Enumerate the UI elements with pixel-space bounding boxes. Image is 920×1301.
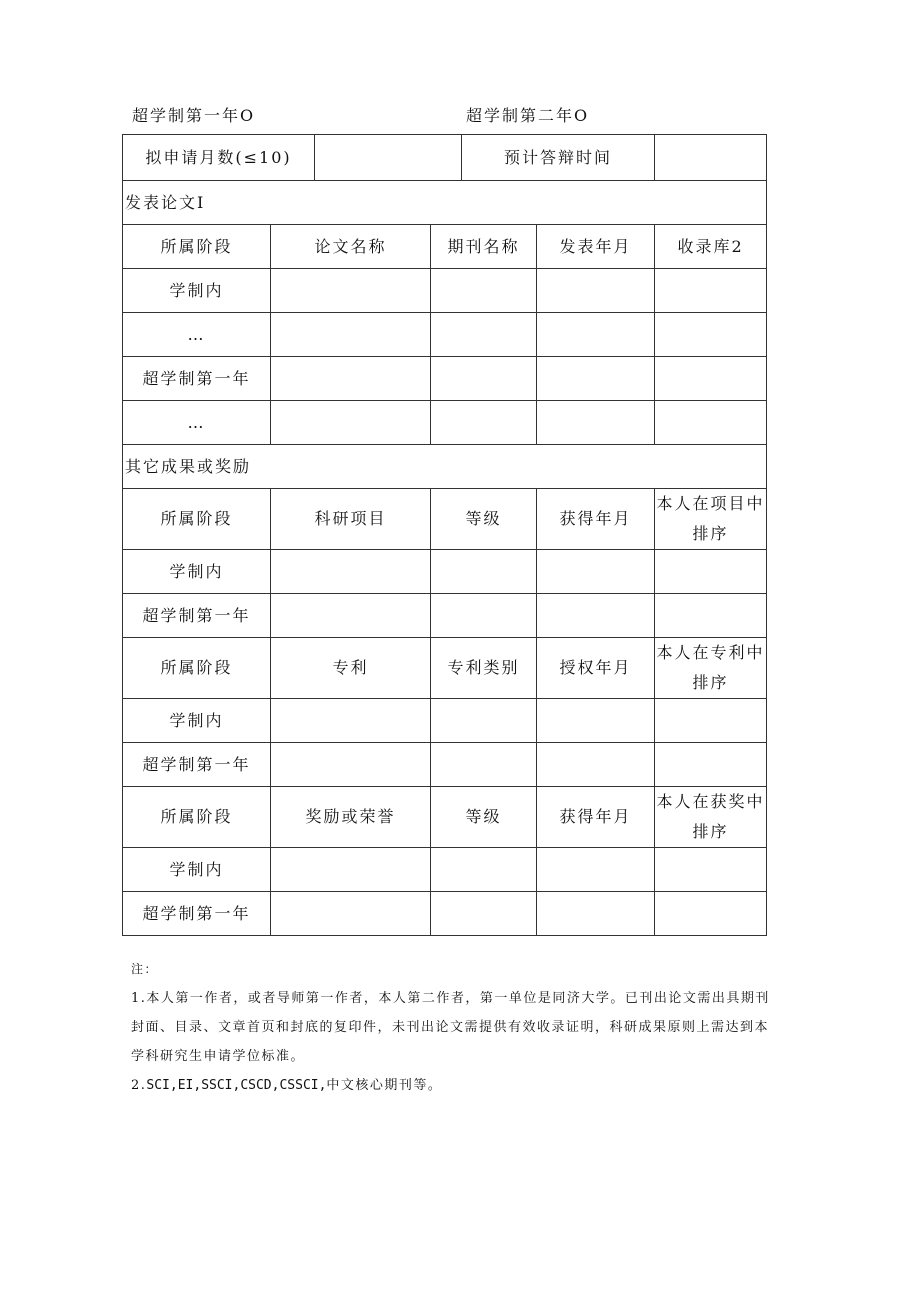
table-row — [123, 743, 767, 787]
option-overtime-year-2[interactable]: 超学制第二年O — [466, 106, 590, 125]
research-header-row — [123, 489, 767, 550]
rank-cell[interactable] — [655, 594, 767, 638]
header-stage: 所属阶段 — [123, 489, 271, 550]
header-research-project: 科研项目 — [271, 489, 431, 550]
table-row — [123, 892, 767, 936]
rank-cell[interactable] — [655, 743, 767, 787]
award-cell[interactable] — [271, 848, 431, 892]
award-header-row — [123, 787, 767, 848]
table-row — [123, 594, 767, 638]
table-row — [123, 550, 767, 594]
header-stage: 所属阶段 — [123, 225, 271, 269]
header-level: 等级 — [431, 787, 537, 848]
table-row — [123, 357, 767, 401]
publish-date-cell[interactable] — [537, 313, 655, 357]
index-db-cell[interactable] — [655, 401, 767, 445]
application-form-table — [122, 134, 767, 936]
index-db-cell[interactable] — [655, 269, 767, 313]
months-label: 拟申请月数(≤10) — [123, 135, 315, 181]
row-stage: … — [123, 313, 271, 357]
header-paper-name: 论文名称 — [271, 225, 431, 269]
rank-cell[interactable] — [655, 892, 767, 936]
obtained-date-cell[interactable] — [537, 892, 655, 936]
months-input[interactable] — [315, 135, 462, 181]
header-award: 奖励或荣誉 — [271, 787, 431, 848]
research-project-cell[interactable] — [271, 594, 431, 638]
row-stage: … — [123, 401, 271, 445]
defense-time-input[interactable] — [655, 135, 767, 181]
table-row — [123, 848, 767, 892]
header-publish-date: 发表年月 — [537, 225, 655, 269]
level-cell[interactable] — [431, 550, 537, 594]
journal-name-cell[interactable] — [431, 401, 537, 445]
header-patent: 专利 — [271, 638, 431, 699]
journal-name-cell[interactable] — [431, 269, 537, 313]
header-patent-type: 专利类别 — [431, 638, 537, 699]
notes-section — [131, 958, 771, 1100]
patent-type-cell[interactable] — [431, 743, 537, 787]
patent-cell[interactable] — [271, 743, 431, 787]
option-overtime-year-1[interactable]: 超学制第一年O — [132, 106, 256, 125]
note-2-databases: SCI,EI,SSCI,CSCD,CSSCI, — [146, 1078, 327, 1093]
obtained-date-cell[interactable] — [537, 594, 655, 638]
row-stage: 学制内 — [123, 699, 271, 743]
publish-date-cell[interactable] — [537, 269, 655, 313]
table-row — [123, 313, 767, 357]
publish-date-cell[interactable] — [537, 401, 655, 445]
patent-type-cell[interactable] — [431, 699, 537, 743]
header-patent-rank: 本人在专利中排序 — [655, 638, 767, 699]
header-journal-name: 期刊名称 — [431, 225, 537, 269]
header-grant-date: 授权年月 — [537, 638, 655, 699]
header-obtained-date: 获得年月 — [537, 787, 655, 848]
papers-section-title: 发表论文I — [123, 181, 767, 225]
obtained-date-cell[interactable] — [537, 550, 655, 594]
row-stage: 超学制第一年 — [123, 892, 271, 936]
journal-name-cell[interactable] — [431, 313, 537, 357]
table-row — [123, 269, 767, 313]
row-stage: 超学制第一年 — [123, 357, 271, 401]
row-stage: 学制内 — [123, 848, 271, 892]
obtained-date-cell[interactable] — [537, 848, 655, 892]
paper-name-cell[interactable] — [271, 401, 431, 445]
header-stage: 所属阶段 — [123, 787, 271, 848]
level-cell[interactable] — [431, 848, 537, 892]
note-2-text: 中文核心期刊等。 — [326, 1078, 443, 1093]
grant-date-cell[interactable] — [537, 699, 655, 743]
table-row — [123, 699, 767, 743]
level-cell[interactable] — [431, 892, 537, 936]
journal-name-cell[interactable] — [431, 357, 537, 401]
row-stage: 超学制第一年 — [123, 594, 271, 638]
header-project-rank: 本人在项目中排序 — [655, 489, 767, 550]
header-level: 等级 — [431, 489, 537, 550]
research-project-cell[interactable] — [271, 550, 431, 594]
index-db-cell[interactable] — [655, 313, 767, 357]
paper-name-cell[interactable] — [271, 357, 431, 401]
note-1: 1.本人第一作者，或者导师第一作者，本人第二作者，第一单位是同济大学。已刊出论文需出具期刊封面、目录、文章首页和封底的复印件，未刊出论文需提供有效收录证明，科研成果原则上需达到本学科研究生申请学位标准。 — [131, 991, 770, 1064]
header-award-rank: 本人在获奖中排序 — [655, 787, 767, 848]
header-index-database: 收录库2 — [655, 225, 767, 269]
papers-header-row — [123, 225, 767, 269]
patent-header-row — [123, 638, 767, 699]
row-stage: 学制内 — [123, 550, 271, 594]
patent-cell[interactable] — [271, 699, 431, 743]
note-2-number: 2. — [131, 1078, 147, 1093]
note-2 — [131, 1071, 771, 1100]
index-db-cell[interactable] — [655, 357, 767, 401]
table-row — [123, 401, 767, 445]
defense-time-label: 预计答辩时间 — [462, 135, 655, 181]
others-section-title: 其它成果或奖励 — [123, 445, 767, 489]
grant-date-cell[interactable] — [537, 743, 655, 787]
award-cell[interactable] — [271, 892, 431, 936]
rank-cell[interactable] — [655, 550, 767, 594]
rank-cell[interactable] — [655, 848, 767, 892]
level-cell[interactable] — [431, 594, 537, 638]
header-stage: 所属阶段 — [123, 638, 271, 699]
publish-date-cell[interactable] — [537, 357, 655, 401]
row-stage: 学制内 — [123, 269, 271, 313]
header-obtained-date: 获得年月 — [537, 489, 655, 550]
rank-cell[interactable] — [655, 699, 767, 743]
paper-name-cell[interactable] — [271, 313, 431, 357]
notes-label: 注： — [131, 962, 159, 976]
paper-name-cell[interactable] — [271, 269, 431, 313]
row-stage: 超学制第一年 — [123, 743, 271, 787]
